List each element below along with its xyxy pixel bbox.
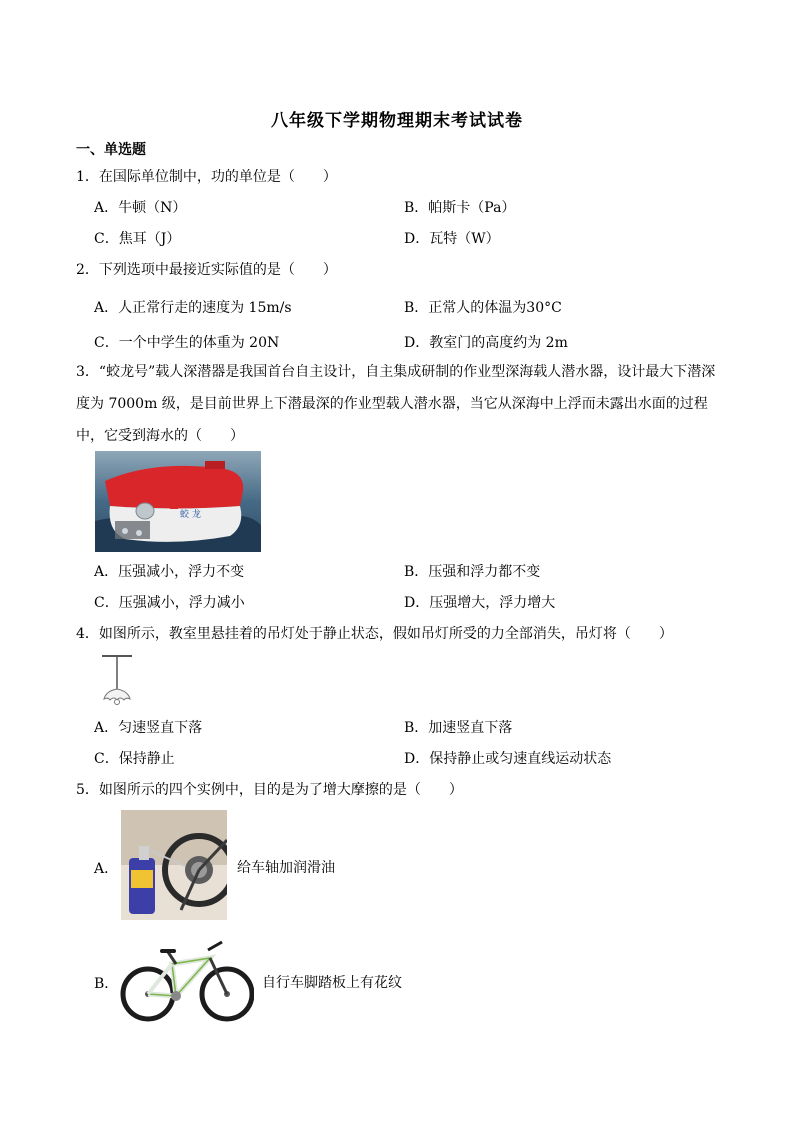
- question-2-option-b: B．正常人的体温为30°C: [404, 300, 562, 316]
- question-2-option-d: D．教室门的高度约为 2m: [404, 335, 568, 351]
- chandelier-figure: [94, 653, 140, 709]
- question-4-option-b: B．加速竖直下落: [404, 720, 513, 736]
- question-5-option-a-text: 给车轴加润滑油: [237, 860, 335, 876]
- question-3-stem: 3．“蛟龙号”载人深潜器是我国首台自主设计，自主集成研制的作业型深海载人潜水器，设计最大下潜深度为 7000m 级，是目前世界上下潜最深的作业型载人潜水器，当它从深海中上浮而未露出水面的过程中，它受到海水的（ ）: [76, 364, 716, 444]
- bike-oiling-photo: [121, 810, 227, 920]
- page-title: 八年级下学期物理期末考试试卷: [271, 111, 523, 131]
- question-2-option-c: C．一个中学生的体重为 20N: [94, 335, 280, 351]
- question-1-option-c: C．焦耳（J）: [94, 231, 181, 247]
- section-heading: 一、单选题: [76, 142, 146, 158]
- question-5-stem: 5．如图所示的四个实例中，目的是为了增大摩擦的是（ ）: [76, 782, 463, 798]
- submersible-hull-text: 蛟 龙: [180, 510, 201, 520]
- bicycle-photo: [118, 938, 254, 1024]
- question-5-option-b-label: B．: [94, 976, 119, 992]
- question-4-stem: 4．如图所示，教室里悬挂着的吊灯处于静止状态，假如吊灯所受的力全部消失，吊灯将（ ）: [76, 626, 673, 642]
- question-4-option-c: C．保持静止: [94, 751, 175, 767]
- question-3-option-b: B．压强和浮力都不变: [404, 564, 541, 580]
- question-4-option-a: A．匀速竖直下落: [94, 720, 203, 736]
- question-1-option-d: D．瓦特（W）: [404, 231, 500, 247]
- question-1-option-b: B．帕斯卡（Pa）: [404, 200, 516, 216]
- question-5-option-a-label: A．: [94, 861, 119, 877]
- question-1-stem: 1．在国际单位制中，功的单位是（ ）: [76, 169, 337, 185]
- question-4-option-d: D．保持静止或匀速直线运动状态: [404, 751, 612, 767]
- question-3-option-a: A．压强减小，浮力不变: [94, 564, 245, 580]
- question-1-option-a: A．牛顿（N）: [94, 200, 187, 216]
- question-5-option-b-text: 自行车脚踏板上有花纹: [262, 975, 402, 991]
- question-2-option-a: A．人正常行走的速度为 15m/s: [94, 300, 292, 316]
- question-3-option-d: D．压强增大，浮力增大: [404, 595, 556, 611]
- question-3-option-c: C．压强减小，浮力减小: [94, 595, 245, 611]
- submersible-photo: [95, 451, 261, 552]
- question-2-stem: 2．下列选项中最接近实际值的是（ ）: [76, 262, 337, 278]
